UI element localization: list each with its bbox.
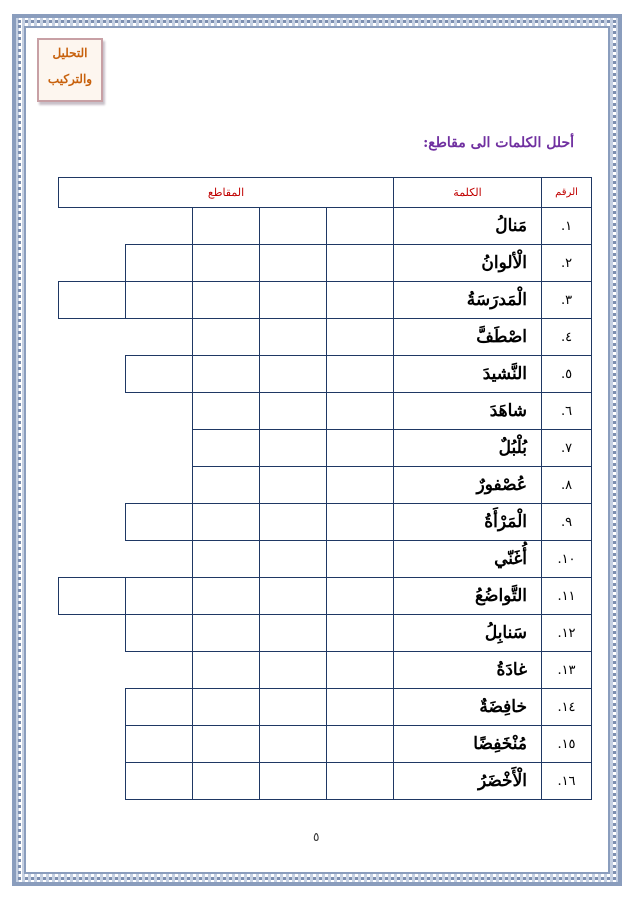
table-row bbox=[59, 652, 592, 689]
row-number: ١٤. bbox=[542, 689, 592, 726]
empty-space bbox=[59, 763, 126, 800]
syllable-box[interactable] bbox=[193, 763, 260, 800]
syllable-box[interactable] bbox=[260, 245, 327, 282]
syllable-box[interactable] bbox=[126, 504, 193, 541]
syllable-box[interactable] bbox=[327, 652, 394, 689]
empty-space bbox=[126, 467, 193, 504]
syllable-box[interactable] bbox=[193, 208, 260, 245]
word-cell: اصْطَفَّ bbox=[394, 319, 542, 356]
table-row bbox=[59, 763, 592, 800]
lesson-tag bbox=[37, 38, 103, 102]
word-cell: الْأَخْضَرُ bbox=[394, 763, 542, 800]
syllable-box[interactable] bbox=[260, 615, 327, 652]
syllable-box[interactable] bbox=[126, 689, 193, 726]
word-cell: عُصْفورٌ bbox=[394, 467, 542, 504]
syllable-box[interactable] bbox=[327, 578, 394, 615]
table-row bbox=[59, 430, 592, 467]
empty-space bbox=[59, 467, 126, 504]
syllable-box[interactable] bbox=[260, 319, 327, 356]
word-cell: النَّشيدَ bbox=[394, 356, 542, 393]
syllable-box[interactable] bbox=[327, 504, 394, 541]
syllable-box[interactable] bbox=[327, 541, 394, 578]
syllable-box[interactable] bbox=[260, 467, 327, 504]
word-cell: سَنابِلُ bbox=[394, 615, 542, 652]
empty-space bbox=[59, 726, 126, 763]
row-number: ١٦. bbox=[542, 763, 592, 800]
syllable-box[interactable] bbox=[193, 467, 260, 504]
tag-line-1: التحليل bbox=[52, 46, 88, 60]
syllable-box[interactable] bbox=[193, 689, 260, 726]
table-row bbox=[59, 578, 592, 615]
word-cell: الْمَرْأَةُ bbox=[394, 504, 542, 541]
word-cell: مُنْخَفِضًا bbox=[394, 726, 542, 763]
syllable-box[interactable] bbox=[260, 578, 327, 615]
syllable-box[interactable] bbox=[193, 541, 260, 578]
syllable-box[interactable] bbox=[260, 504, 327, 541]
syllable-box[interactable] bbox=[327, 430, 394, 467]
syllable-box[interactable] bbox=[260, 726, 327, 763]
syllable-box[interactable] bbox=[327, 393, 394, 430]
row-number: ١. bbox=[542, 208, 592, 245]
table-row bbox=[59, 467, 592, 504]
empty-space bbox=[126, 430, 193, 467]
syllable-box[interactable] bbox=[260, 430, 327, 467]
syllable-box[interactable] bbox=[327, 689, 394, 726]
syllable-box[interactable] bbox=[193, 245, 260, 282]
empty-space bbox=[126, 208, 193, 245]
word-cell: غادَةُ bbox=[394, 652, 542, 689]
empty-space bbox=[59, 208, 126, 245]
empty-space bbox=[59, 319, 126, 356]
empty-space bbox=[59, 356, 126, 393]
syllable-box[interactable] bbox=[327, 467, 394, 504]
header-syllables: المقاطع bbox=[59, 178, 394, 208]
empty-space bbox=[59, 245, 126, 282]
syllable-box[interactable] bbox=[260, 356, 327, 393]
word-cell: مَنالُ bbox=[394, 208, 542, 245]
header-word: الكلمة bbox=[394, 178, 542, 208]
syllable-box[interactable] bbox=[260, 689, 327, 726]
empty-space bbox=[59, 430, 126, 467]
row-number: ٣. bbox=[542, 282, 592, 319]
empty-space bbox=[126, 319, 193, 356]
row-number: ١١. bbox=[542, 578, 592, 615]
syllable-box[interactable] bbox=[327, 726, 394, 763]
syllable-box[interactable] bbox=[126, 282, 193, 319]
syllable-box[interactable] bbox=[193, 319, 260, 356]
syllable-box[interactable] bbox=[59, 578, 126, 615]
row-number: ٩. bbox=[542, 504, 592, 541]
syllable-box[interactable] bbox=[193, 652, 260, 689]
syllable-box[interactable] bbox=[126, 356, 193, 393]
syllable-box[interactable] bbox=[193, 726, 260, 763]
word-cell: الْمَدرَسَةُ bbox=[394, 282, 542, 319]
syllable-box[interactable] bbox=[327, 208, 394, 245]
syllable-box[interactable] bbox=[260, 208, 327, 245]
row-number: ١٠. bbox=[542, 541, 592, 578]
row-number: ٦. bbox=[542, 393, 592, 430]
table-row bbox=[59, 282, 592, 319]
empty-space bbox=[126, 541, 193, 578]
word-cell: خافِضَةٌ bbox=[394, 689, 542, 726]
header-number: الرقم bbox=[542, 178, 592, 208]
syllable-box[interactable] bbox=[126, 615, 193, 652]
syllable-box[interactable] bbox=[126, 245, 193, 282]
word-cell: شاهَدَ bbox=[394, 393, 542, 430]
row-number: ١٣. bbox=[542, 652, 592, 689]
empty-space bbox=[59, 615, 126, 652]
syllable-box[interactable] bbox=[193, 356, 260, 393]
syllable-box[interactable] bbox=[126, 578, 193, 615]
syllable-box[interactable] bbox=[260, 541, 327, 578]
syllable-box[interactable] bbox=[327, 763, 394, 800]
table-row bbox=[59, 393, 592, 430]
syllable-box[interactable] bbox=[260, 393, 327, 430]
syllable-box[interactable] bbox=[327, 319, 394, 356]
word-cell: أُغَنّي bbox=[394, 541, 542, 578]
empty-space bbox=[126, 393, 193, 430]
empty-space bbox=[59, 504, 126, 541]
row-number: ٥. bbox=[542, 356, 592, 393]
empty-space bbox=[59, 689, 126, 726]
syllable-box[interactable] bbox=[327, 356, 394, 393]
table-header-row bbox=[59, 178, 592, 208]
syllable-box[interactable] bbox=[260, 282, 327, 319]
table-row bbox=[59, 615, 592, 652]
syllable-box[interactable] bbox=[327, 245, 394, 282]
tag-line-2: والتركيب bbox=[47, 72, 93, 86]
syllable-box[interactable] bbox=[193, 615, 260, 652]
table-row bbox=[59, 504, 592, 541]
syllable-box[interactable] bbox=[327, 282, 394, 319]
table-row bbox=[59, 245, 592, 282]
syllable-box[interactable] bbox=[59, 282, 126, 319]
empty-space bbox=[59, 393, 126, 430]
table-row bbox=[59, 356, 592, 393]
table-row bbox=[59, 319, 592, 356]
syllable-table bbox=[58, 177, 592, 800]
table-row bbox=[59, 689, 592, 726]
row-number: ٢. bbox=[542, 245, 592, 282]
syllable-box[interactable] bbox=[193, 504, 260, 541]
word-cell: بُلْبُلٌ bbox=[394, 430, 542, 467]
word-cell: التَّواضُعُ bbox=[394, 578, 542, 615]
row-number: ٧. bbox=[542, 430, 592, 467]
syllable-box[interactable] bbox=[193, 578, 260, 615]
exercise-instruction: أحلل الكلمات الى مقاطع: bbox=[423, 135, 574, 151]
table-row bbox=[59, 541, 592, 578]
empty-space bbox=[59, 541, 126, 578]
syllable-box[interactable] bbox=[260, 763, 327, 800]
syllable-box[interactable] bbox=[126, 726, 193, 763]
table-row bbox=[59, 726, 592, 763]
page-number: ٥ bbox=[313, 830, 320, 844]
syllable-box[interactable] bbox=[193, 430, 260, 467]
syllable-box[interactable] bbox=[126, 763, 193, 800]
syllable-box[interactable] bbox=[193, 282, 260, 319]
table-row bbox=[59, 208, 592, 245]
word-cell: الْألوانُ bbox=[394, 245, 542, 282]
syllable-box[interactable] bbox=[193, 393, 260, 430]
syllable-box[interactable] bbox=[260, 652, 327, 689]
row-number: ١٢. bbox=[542, 615, 592, 652]
row-number: ٨. bbox=[542, 467, 592, 504]
row-number: ٤. bbox=[542, 319, 592, 356]
row-number: ١٥. bbox=[542, 726, 592, 763]
empty-space bbox=[59, 652, 126, 689]
empty-space bbox=[126, 652, 193, 689]
syllable-box[interactable] bbox=[327, 615, 394, 652]
